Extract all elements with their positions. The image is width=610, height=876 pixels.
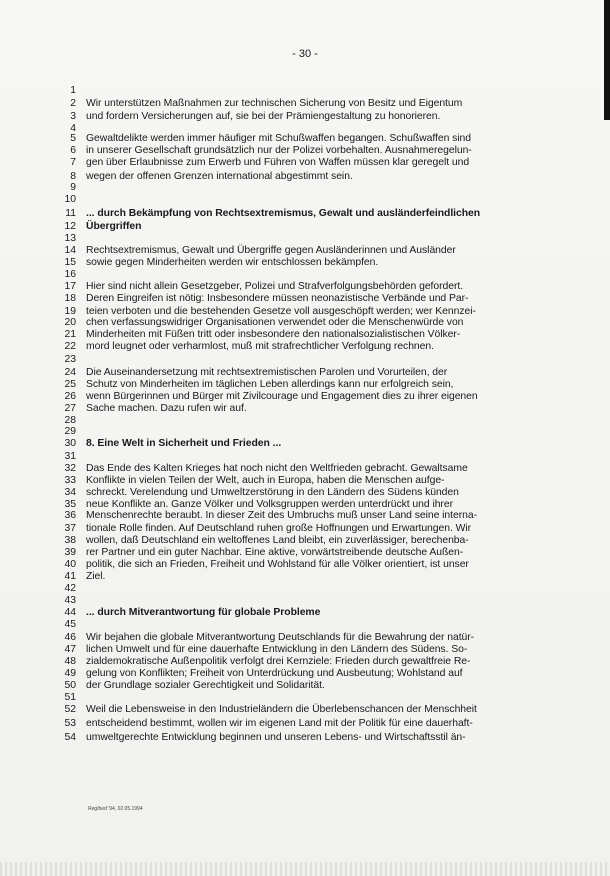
body-text-line: Konflikte in vielen Teilen der Welt, auch in Europa, haben die Menschen aufge- [86,475,445,486]
line-number: 10 [64,194,76,205]
line-number: 22 [64,341,76,352]
line-number: 8 [70,171,76,182]
body-text-line: umweltgerechte Entwicklung beginnen und unseren Lebens- und Wirtschaftsstil än- [86,732,466,743]
section-heading-line: Übergriffen [86,221,142,232]
body-text-line: Ziel. [86,571,106,582]
line-number: 47 [64,644,76,655]
line-number: 35 [64,499,76,510]
line-number: 14 [64,245,76,256]
line-number: 9 [70,182,76,193]
line-number: 29 [64,426,76,437]
body-text-line: wollen, daß Deutschland ein weltoffenes Land bleibt, ein zuverlässiger, berechenba- [86,535,469,546]
line-number: 41 [64,571,76,582]
line-number: 28 [64,415,76,426]
body-text-line: Schutz von Minderheiten im täglichen Leben allerdings kann nur erfolgreich sein, [86,379,454,390]
line-number: 3 [70,111,76,122]
body-text-line: mord leugnet oder verharmlost, muß mit strafrechtlicher Verfolgung rechnen. [86,341,434,352]
body-text-line: gelung von Konflikten; Freiheit von Unterdrückung und Ausbeutung; Wohlstand auf [86,668,463,679]
scan-edge-artifact [604,0,610,120]
body-text-line: Rechtsextremismus, Gewalt und Übergriffe gegen Ausländerinnen und Ausländer [86,245,456,256]
line-number: 38 [64,535,76,546]
line-number: 54 [64,732,76,743]
line-number: 5 [70,133,76,144]
line-number: 48 [64,656,76,667]
body-text-line: chen verfassungswidriger Organisationen verwendet oder die Menschenwürde von [86,317,464,328]
line-number: 51 [64,692,76,703]
body-text-line: Sache machen. Dazu rufen wir auf. [86,403,247,414]
line-number: 49 [64,668,76,679]
body-text-line: Wir unterstützen Maßnahmen zur technischen Sicherung von Besitz und Eigentum [86,98,463,109]
footer-reference: Reg/bed '94, 02.05.1994 [88,806,143,812]
line-number: 20 [64,317,76,328]
body-text-line: in unserer Gesellschaft grundsätzlich nur der Polizei vorbehalten. Ausnahmeregelun- [86,145,472,156]
body-text-line: politik, die sich an Frieden, Freiheit und Wohlstand für alle Völker orientiert, ist unser [86,559,469,570]
body-text-line: wenn Bürgerinnen und Bürger mit Zivilcourage und Engagement dies zu ihrer eigenen [86,391,478,402]
body-text-line: neue Konflikte an. Ganze Völker und Volksgruppen werden unterdrückt und ihrer [86,499,453,510]
line-number: 34 [64,487,76,498]
body-text-line: lichen Umwelt und für eine dauerhafte Entwicklung in den Ländern des Südens. So- [86,644,468,655]
line-number: 33 [64,475,76,486]
line-number: 37 [64,523,76,534]
line-number: 25 [64,379,76,390]
line-number: 27 [64,403,76,414]
body-text-line: der Grundlage sozialer Gerechtigkeit und Solidarität. [86,680,325,691]
line-number: 17 [64,281,76,292]
line-number: 31 [64,451,76,462]
line-number: 1 [70,85,76,96]
body-text-line: entscheidend bestimmt, wollen wir im eigenen Land mit der Politik für eine dauerhaft- [86,718,473,729]
body-text-line: Deren Eingreifen ist nötig: Insbesondere müssen neonazistische Verbände und Par- [86,293,469,304]
body-text-line: und fordern Versicherungen auf, sie bei der Prämiengestaltung zu honorieren. [86,111,441,122]
line-number: 13 [64,233,76,244]
body-text-line: zialdemokratische Außenpolitik verfolgt drei Kernziele: Frieden durch gewaltfreie Re- [86,656,471,667]
line-number: 43 [64,595,76,606]
line-number: 19 [64,306,76,317]
line-number: 7 [70,157,76,168]
line-number: 53 [64,718,76,729]
section-heading-line: ... durch Mitverantwortung für globale Probleme [86,607,321,618]
line-number: 40 [64,559,76,570]
line-number: 15 [64,257,76,268]
line-number: 39 [64,547,76,558]
body-text-line: gen über Erlaubnisse zum Erwerb und Führen von Waffen müssen klar geregelt und [86,157,470,168]
body-text-line: wegen der offenen Grenzen international abgestimmt sein. [86,171,353,182]
scan-bottom-noise [0,862,610,876]
line-number: 21 [64,329,76,340]
body-text-line: Weil die Lebensweise in den Industrieländern die Überlebenschancen der Menschheit [86,704,477,715]
line-number: 24 [64,367,76,378]
line-number: 30 [64,438,76,449]
line-number: 36 [64,510,76,521]
page-number: - 30 - [292,48,318,60]
body-text-line: Die Auseinandersetzung mit rechtsextremistischen Parolen und Vorurteilen, der [86,367,448,378]
body-text-line: teien verboten und die bestehenden Gesetze voll ausgeschöpft werden; wer Kennzei- [86,306,476,317]
body-text-line: schreckt. Verelendung und Umweltzerstörung in den Ländern des Südens künden [86,487,459,498]
body-text-line: Wir bejahen die globale Mitverantwortung Deutschlands für die Bewahrung der natür- [86,632,475,643]
line-number: 2 [70,98,76,109]
body-text-line: sowie gegen Minderheiten werden wir entschlossen bekämpfen. [86,257,379,268]
line-number: 6 [70,145,76,156]
line-number: 46 [64,632,76,643]
body-text-line: Gewaltdelikte werden immer häufiger mit Schußwaffen begangen. Schußwaffen sind [86,133,471,144]
line-number: 23 [64,354,76,365]
line-number: 44 [64,607,76,618]
line-number: 11 [65,208,76,219]
body-text-line: Menschenrechte beraubt. In dieser Zeit des Umbruchs muß unser Land seine interna- [86,510,477,521]
body-text-line: Das Ende des Kalten Krieges hat noch nicht den Weltfrieden gebracht. Gewaltsame [86,463,468,474]
line-number: 52 [64,704,76,715]
line-number: 16 [64,269,76,280]
body-text-line: tionale Rolle finden. Auf Deutschland ruhen große Hoffnungen und Erwartungen. Wir [86,523,472,534]
line-number: 4 [70,123,76,134]
body-text-line: Hier sind nicht allein Gesetzgeber, Polizei und Strafverfolgungsbehörden gefordert. [86,281,464,292]
line-number: 42 [64,583,76,594]
line-number: 26 [64,391,76,402]
body-text-line: Minderheiten mit Füßen tritt oder insbesondere den nationalsozialistischen Völker- [86,329,461,340]
section-heading-line: 8. Eine Welt in Sicherheit und Frieden ... [86,438,282,449]
line-number: 32 [64,463,76,474]
scan-speckle-mark [556,6,590,20]
line-number: 18 [64,293,76,304]
section-heading-line: ... durch Bekämpfung von Rechtsextremismus, Gewalt und ausländerfeindlichen [86,208,481,219]
line-number: 45 [64,619,76,630]
line-number: 50 [64,680,76,691]
line-number: 12 [64,221,76,232]
body-text-line: rer Partner und ein guter Nachbar. Eine aktive, vorwärtstreibende deutsche Außen- [86,547,464,558]
